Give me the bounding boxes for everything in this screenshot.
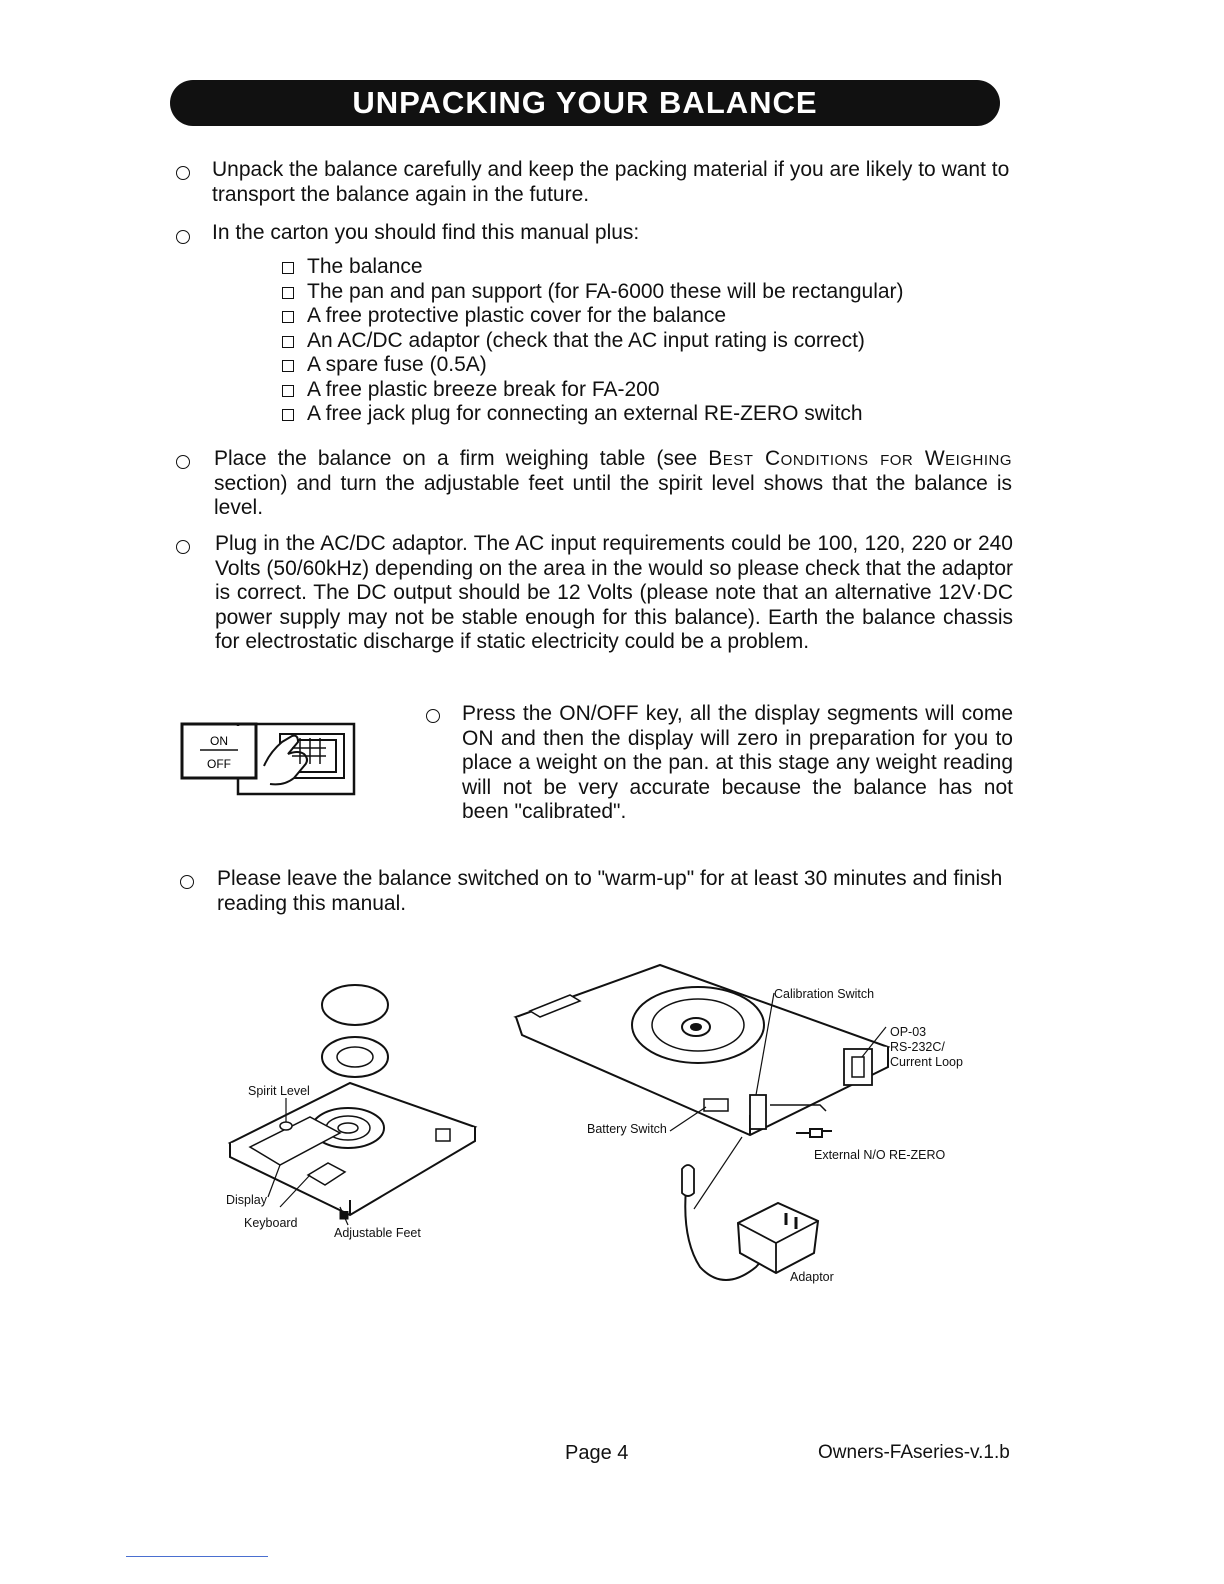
current-loop-label: Current Loop	[890, 1055, 963, 1069]
off-label: OFF	[207, 757, 231, 771]
bottom-rule	[126, 1556, 268, 1557]
checkbox-icon	[282, 385, 294, 397]
checkbox-icon	[282, 262, 294, 274]
bullet-icon	[176, 166, 190, 180]
checkbox-icon	[282, 360, 294, 372]
place-paragraph: Place the balance on a firm weighing table (see Best Conditions for Weighing section) and turn the adjustable feet until the spirit level shows that the balance is level.	[214, 447, 1012, 519]
checkbox-icon	[282, 311, 294, 323]
spirit-level-label: Spirit Level	[248, 1084, 310, 1098]
keyboard-label: Keyboard	[244, 1216, 298, 1230]
adjustable-feet-label: Adjustable Feet	[334, 1226, 421, 1240]
bullet-icon	[426, 709, 440, 723]
checklist-item: A free plastic breeze break for FA-200	[282, 378, 904, 403]
battery-switch-label: Battery Switch	[587, 1122, 667, 1136]
plug-paragraph: Plug in the AC/DC adaptor. The AC input requirements could be 100, 120, 220 or 240 Volts (50/60kHz) depending on the area in the would so please check that the adaptor is correct. The DC output should be 12 Volts (please note that an alternative 12V·DC power supply may not be stable enough for this balance). Earth the balance chassis for electrostatic discharge if static electricity could be a problem.	[215, 532, 1013, 653]
checklist-item: The pan and pan support (for FA-6000 these will be rectangular)	[282, 280, 904, 305]
warmup-paragraph: Please leave the balance switched on to "warm-up" for at least 30 minutes and finish reading this manual.	[217, 867, 1003, 915]
bullet-icon	[176, 455, 190, 469]
display-label: Display	[226, 1193, 267, 1207]
bullet-icon	[176, 230, 190, 244]
bullet-icon	[180, 875, 194, 889]
external-rezero-label: External N/O RE-ZERO	[814, 1148, 946, 1162]
carton-checklist	[282, 255, 904, 427]
bullet-icon	[176, 540, 190, 554]
unpack-paragraph: Unpack the balance carefully and keep the packing material if you are likely to want to transport the balance again in the future.	[212, 158, 1010, 206]
page-number: Page 4	[565, 1442, 629, 1464]
press-paragraph: Press the ON/OFF key, all the display segments will come ON and then the display will zero in preparation for you to place a weight on the pan. at this stage any weight reading will not be very accurate because the balance has not been "calibrated".	[462, 702, 1013, 823]
title-banner	[170, 80, 1000, 126]
on-label: ON	[210, 734, 228, 748]
checkbox-icon	[282, 336, 294, 348]
checklist-item: A free jack plug for connecting an external RE-ZERO switch	[282, 402, 904, 427]
onoff-key-illustration	[180, 720, 360, 800]
checklist-item: The balance	[282, 255, 904, 280]
balance-rear-diagram	[510, 955, 890, 1285]
checklist-item: A free protective plastic cover for the balance	[282, 304, 904, 329]
op03-label: OP-03	[890, 1025, 927, 1039]
checkbox-icon	[282, 409, 294, 421]
page-title: UNPACKING YOUR BALANCE	[352, 85, 818, 120]
document-id: Owners-FAseries-v.1.b	[818, 1442, 1010, 1463]
checklist-item: An AC/DC adaptor (check that the AC input rating is correct)	[282, 329, 904, 354]
balance-diagram	[200, 975, 480, 1255]
checklist-item: A spare fuse (0.5A)	[282, 353, 904, 378]
carton-paragraph: In the carton you should find this manual plus:	[212, 221, 640, 244]
section-reference: Best Conditions for Weighing	[708, 447, 1012, 470]
adaptor-label: Adaptor	[790, 1270, 834, 1284]
rs232-label: RS-232C/	[890, 1040, 945, 1054]
checkbox-icon	[282, 287, 294, 299]
calibration-switch-label: Calibration Switch	[774, 987, 875, 1001]
